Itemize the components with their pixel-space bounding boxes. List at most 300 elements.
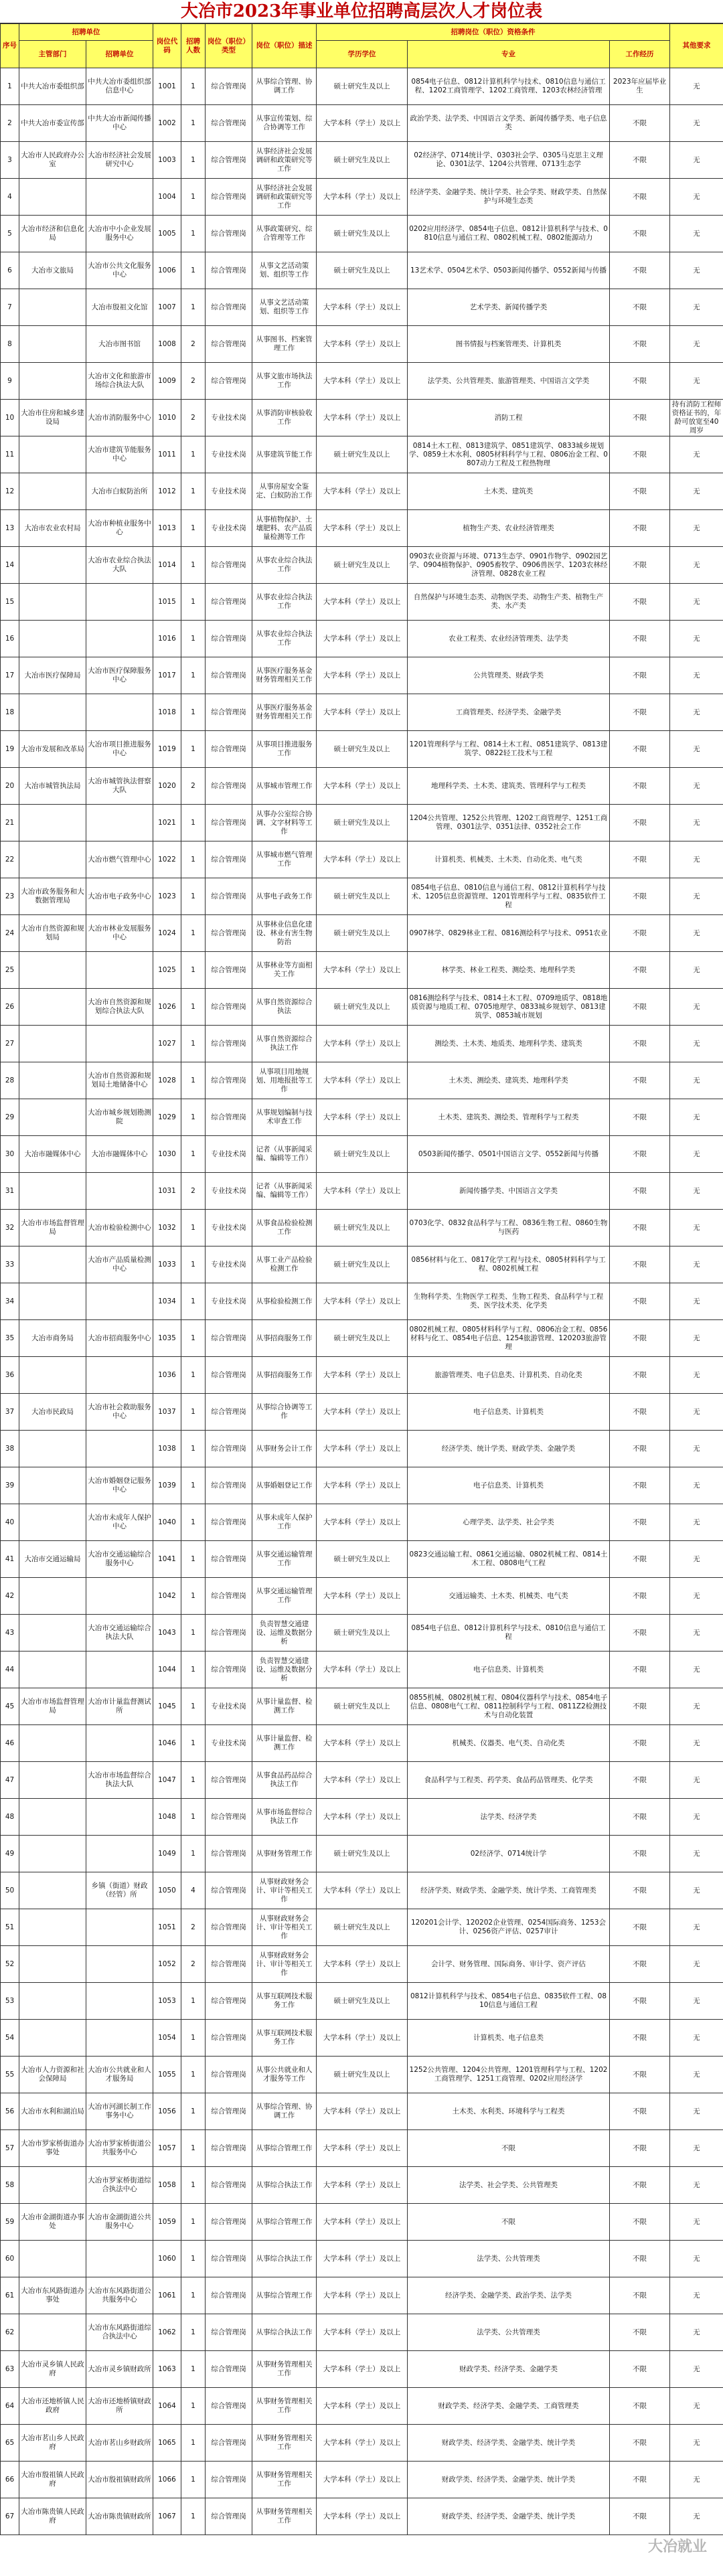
cell-dept: 中共大冶市委组织部 [19, 68, 86, 105]
cell-dept: 大冶市商务局 [19, 1320, 86, 1357]
cell-major: 不限 [408, 2130, 610, 2167]
cell-exp: 不限 [610, 1357, 670, 1394]
cell-exp: 不限 [610, 1283, 670, 1320]
cell-major: 计算机类、机械类、土木类、自动化类、电气类 [408, 841, 610, 878]
cell-dept [19, 1173, 86, 1210]
cell-dept [19, 1872, 86, 1909]
cell-num: 1 [181, 989, 206, 1026]
cell-desc: 从事工业产品检验检测工作 [252, 1246, 317, 1283]
cell-other: 无 [670, 1504, 723, 1541]
cell-exp: 不限 [610, 1615, 670, 1652]
cell-seq: 38 [1, 1431, 19, 1467]
cell-major: 120201会计学、120202企业管理、0254国际商务、1253会计、0256资产评估、0257审计 [408, 1909, 610, 1946]
cell-cat: 综合管理岗 [206, 1026, 252, 1062]
cell-unit [86, 2241, 153, 2277]
cell-major: 不限 [408, 2204, 610, 2241]
cell-cat: 综合管理岗 [206, 1099, 252, 1136]
cell-dept: 大冶市东风路街道办事处 [19, 2277, 86, 2314]
cell-code: 1001 [153, 68, 181, 105]
table-row [1, 1652, 723, 1688]
cell-exp: 不限 [610, 2462, 670, 2498]
cell-code: 1041 [153, 1541, 181, 1578]
table-row [1, 694, 723, 731]
cell-exp: 不限 [610, 1431, 670, 1467]
cell-num: 1 [181, 1725, 206, 1762]
cell-num: 1 [181, 952, 206, 989]
cell-edu: 大学本科（学士）及以上 [317, 1725, 408, 1762]
cell-exp: 不限 [610, 2314, 670, 2351]
cell-other: 无 [670, 731, 723, 768]
cell-code: 1014 [153, 547, 181, 584]
cell-code: 1061 [153, 2277, 181, 2314]
cell-desc: 记者（从事新闻采编、编辑等工作） [252, 1173, 317, 1210]
cell-major: 政治学类、法学类、中国语言文学类、新闻传播学类、电子信息类 [408, 105, 610, 142]
cell-code: 1017 [153, 657, 181, 694]
table-row [1, 1909, 723, 1946]
cell-cat: 综合管理岗 [206, 216, 252, 252]
cell-dept [19, 1652, 86, 1688]
cell-dept: 大冶市还地桥镇人民政府 [19, 2388, 86, 2425]
cell-edu: 大学本科（学士）及以上 [317, 400, 408, 436]
cell-other: 无 [670, 2093, 723, 2130]
cell-edu: 硕士研究生及以上 [317, 68, 408, 105]
cell-unit [86, 1357, 153, 1394]
table-row [1, 510, 723, 547]
cell-num: 1 [181, 1652, 206, 1688]
cell-cat: 综合管理岗 [206, 584, 252, 621]
cell-other: 无 [670, 1394, 723, 1431]
cell-exp: 不限 [610, 2277, 670, 2314]
cell-seq: 14 [1, 547, 19, 584]
cell-unit: 大冶市产品质量检测中心 [86, 1246, 153, 1283]
cell-dept [19, 326, 86, 363]
cell-unit [86, 1725, 153, 1762]
cell-dept [19, 1983, 86, 2020]
positions-table [0, 23, 723, 2535]
cell-major: 财政学类、经济学类、金融学类、统计学类 [408, 2498, 610, 2535]
cell-code: 1065 [153, 2425, 181, 2462]
cell-other: 无 [670, 289, 723, 326]
cell-dept [19, 2241, 86, 2277]
cell-exp: 不限 [610, 694, 670, 731]
cell-num: 1 [181, 1615, 206, 1652]
table-row [1, 1136, 723, 1173]
cell-exp: 不限 [610, 1541, 670, 1578]
cell-unit [86, 1173, 153, 1210]
table-row [1, 2093, 723, 2130]
cell-dept: 大冶市金湖街道办事处 [19, 2204, 86, 2241]
cell-cat: 综合管理岗 [206, 657, 252, 694]
cell-unit [86, 1836, 153, 1872]
cell-major: 法学类、社会学类、公共管理类 [408, 2167, 610, 2204]
cell-other: 无 [670, 2462, 723, 2498]
cell-num: 1 [181, 179, 206, 216]
cell-dept [19, 1467, 86, 1504]
cell-cat: 专业技术岗 [206, 1173, 252, 1210]
header-exp: 工作经历 [610, 41, 670, 68]
cell-code: 1044 [153, 1652, 181, 1688]
cell-seq: 62 [1, 2314, 19, 2351]
cell-desc: 从事食品检验检测工作 [252, 1210, 317, 1246]
header-unit: 招聘单位 [86, 41, 153, 68]
cell-seq: 33 [1, 1246, 19, 1283]
cell-unit: 大冶市消防服务中心 [86, 400, 153, 436]
cell-cat: 综合管理岗 [206, 989, 252, 1026]
cell-major: 0823交通运输工程、0861交通运输、0802机械工程、0814土木工程、0808电气工程 [408, 1541, 610, 1578]
table-row [1, 841, 723, 878]
cell-other: 无 [670, 2167, 723, 2204]
cell-cat: 综合管理岗 [206, 1946, 252, 1983]
cell-exp: 不限 [610, 621, 670, 657]
cell-unit: 大冶市城乡规划勘测院 [86, 1099, 153, 1136]
cell-cat: 综合管理岗 [206, 326, 252, 363]
cell-seq: 56 [1, 2093, 19, 2130]
cell-cat: 综合管理岗 [206, 841, 252, 878]
cell-dept [19, 1946, 86, 1983]
cell-seq: 65 [1, 2425, 19, 2462]
table-row [1, 1320, 723, 1357]
cell-seq: 43 [1, 1615, 19, 1652]
cell-desc: 从事财务管理相关工作 [252, 2462, 317, 2498]
cell-dept [19, 1725, 86, 1762]
cell-exp: 不限 [610, 2020, 670, 2057]
cell-major: 植物生产类、农业经济管理类 [408, 510, 610, 547]
cell-dept [19, 1026, 86, 1062]
cell-cat: 综合管理岗 [206, 2057, 252, 2093]
cell-edu: 硕士研究生及以上 [317, 2057, 408, 2093]
cell-major: 13艺术学、0504艺术学、0503新闻传播学、0552新闻与传播 [408, 252, 610, 289]
cell-desc: 从事招商服务工作 [252, 1357, 317, 1394]
cell-edu: 大学本科（学士）及以上 [317, 1652, 408, 1688]
cell-code: 1064 [153, 2388, 181, 2425]
cell-code: 1060 [153, 2241, 181, 2277]
cell-unit: 大冶市灵乡镇财政所 [86, 2351, 153, 2388]
cell-dept: 大冶市殷祖镇人民政府 [19, 2462, 86, 2498]
cell-other: 无 [670, 1836, 723, 1872]
cell-major: 0854电子信息、0812计算机科学与技术、0810信息与通信工程、1202工商管理学、1202工商管理、1203农林经济管理 [408, 68, 610, 105]
cell-seq: 31 [1, 1173, 19, 1210]
table-row [1, 2425, 723, 2462]
header-cat: 岗位（职位）类型 [206, 24, 252, 68]
cell-dept [19, 2020, 86, 2057]
cell-edu: 硕士研究生及以上 [317, 216, 408, 252]
cell-edu: 硕士研究生及以上 [317, 547, 408, 584]
cell-exp: 不限 [610, 2204, 670, 2241]
cell-num: 1 [181, 2425, 206, 2462]
cell-unit: 大冶市中小企业发展服务中心 [86, 216, 153, 252]
cell-unit [86, 179, 153, 216]
table-row [1, 2057, 723, 2093]
cell-dept: 大冶市发展和改革局 [19, 731, 86, 768]
table-row [1, 915, 723, 952]
cell-dept: 大冶市农业农村局 [19, 510, 86, 547]
cell-other: 无 [670, 1946, 723, 1983]
cell-edu: 大学本科（学士）及以上 [317, 1283, 408, 1320]
cell-seq: 4 [1, 179, 19, 216]
cell-desc: 从事规划编制与技术审查工作 [252, 1099, 317, 1136]
cell-num: 2 [181, 1909, 206, 1946]
cell-dept: 大冶市医疗保障局 [19, 657, 86, 694]
cell-exp: 不限 [610, 1320, 670, 1357]
cell-major: 自然保护与环境生态类、动物医学类、动物生产类、植物生产类、水产类 [408, 584, 610, 621]
header-num: 招聘人数 [181, 24, 206, 68]
cell-major: 法学类、公共管理类 [408, 2241, 610, 2277]
cell-desc: 从事财务会计工作 [252, 1431, 317, 1467]
header-dept: 主管部门 [19, 41, 86, 68]
cell-cat: 综合管理岗 [206, 731, 252, 768]
cell-other: 无 [670, 878, 723, 915]
cell-dept: 大冶市经济和信息化局 [19, 216, 86, 252]
cell-num: 1 [181, 657, 206, 694]
cell-seq: 64 [1, 2388, 19, 2425]
cell-unit: 大冶市建筑节能服务中心 [86, 436, 153, 473]
cell-dept [19, 1099, 86, 1136]
cell-unit: 大冶市公共就业和人才服务局 [86, 2057, 153, 2093]
cell-seq: 22 [1, 841, 19, 878]
cell-cat: 专业技术岗 [206, 400, 252, 436]
cell-edu: 大学本科（学士）及以上 [317, 1467, 408, 1504]
cell-exp: 不限 [610, 584, 670, 621]
cell-desc: 从事政策研究、综合管理等工作 [252, 216, 317, 252]
cell-cat: 综合管理岗 [206, 952, 252, 989]
cell-edu: 大学本科（学士）及以上 [317, 1357, 408, 1394]
cell-other: 无 [670, 1799, 723, 1836]
table-row [1, 1762, 723, 1799]
cell-cat: 综合管理岗 [206, 2314, 252, 2351]
cell-num: 1 [181, 1394, 206, 1431]
table-row [1, 142, 723, 179]
cell-cat: 综合管理岗 [206, 1615, 252, 1652]
cell-other: 无 [670, 694, 723, 731]
cell-unit: 大冶市罗家桥街道公共服务中心 [86, 2130, 153, 2167]
cell-desc: 从事互联网技术服务工作 [252, 1983, 317, 2020]
cell-dept [19, 694, 86, 731]
cell-major: 1201管理科学与工程、0814土木工程、0851建筑学、0813建筑学、0822轻工技术与工程 [408, 731, 610, 768]
cell-seq: 63 [1, 2351, 19, 2388]
cell-edu: 硕士研究生及以上 [317, 989, 408, 1026]
cell-seq: 21 [1, 805, 19, 841]
cell-exp: 不限 [610, 1026, 670, 1062]
cell-code: 1023 [153, 878, 181, 915]
cell-dept: 大冶市茗山乡人民政府 [19, 2425, 86, 2462]
cell-seq: 27 [1, 1026, 19, 1062]
cell-code: 1048 [153, 1799, 181, 1836]
cell-major: 土木类、建筑类、测绘类、管理科学与工程类 [408, 1099, 610, 1136]
cell-num: 1 [181, 621, 206, 657]
cell-dept: 大冶市人力资源和社会保障局 [19, 2057, 86, 2093]
cell-seq: 35 [1, 1320, 19, 1357]
cell-desc: 从事财务管理工作 [252, 1836, 317, 1872]
cell-unit: 大冶市陈贵镇财政所 [86, 2498, 153, 2535]
cell-desc: 从事文艺活动策划、组织等工作 [252, 252, 317, 289]
cell-num: 1 [181, 805, 206, 841]
cell-desc: 从事招商服务工作 [252, 1320, 317, 1357]
cell-cat: 综合管理岗 [206, 2093, 252, 2130]
cell-seq: 28 [1, 1062, 19, 1099]
cell-dept: 大冶市自然资源和规划局 [19, 915, 86, 952]
cell-code: 1055 [153, 2057, 181, 2093]
cell-edu: 大学本科（学士）及以上 [317, 2241, 408, 2277]
cell-code: 1043 [153, 1615, 181, 1652]
cell-desc: 从事经济社会发展调研和政策研究等工作 [252, 142, 317, 179]
cell-unit: 大冶市自然资源和规划局土地储备中心 [86, 1062, 153, 1099]
cell-other: 无 [670, 952, 723, 989]
cell-unit: 大冶市经济社会发展研究中心 [86, 142, 153, 179]
cell-dept [19, 289, 86, 326]
cell-num: 1 [181, 510, 206, 547]
cell-dept: 大冶市人民政府办公室 [19, 142, 86, 179]
cell-major: 02经济学、0714统计学 [408, 1836, 610, 1872]
cell-seq: 30 [1, 1136, 19, 1173]
cell-other: 无 [670, 1357, 723, 1394]
cell-other: 无 [670, 326, 723, 363]
cell-desc: 从事财政财务会计、审计等相关工作 [252, 1946, 317, 1983]
table-row [1, 2351, 723, 2388]
cell-code: 1045 [153, 1688, 181, 1725]
cell-num: 1 [181, 1210, 206, 1246]
cell-code: 1012 [153, 473, 181, 510]
cell-seq: 67 [1, 2498, 19, 2535]
cell-cat: 综合管理岗 [206, 252, 252, 289]
cell-unit: 大冶市茗山乡财政所 [86, 2425, 153, 2462]
cell-edu: 大学本科（学士）及以上 [317, 1431, 408, 1467]
cell-edu: 大学本科（学士）及以上 [317, 2498, 408, 2535]
cell-num: 1 [181, 584, 206, 621]
cell-major: 电子信息类、计算机类 [408, 1467, 610, 1504]
cell-code: 1005 [153, 216, 181, 252]
cell-dept [19, 1283, 86, 1320]
cell-major: 财政学类、经济学类、金融学类 [408, 2351, 610, 2388]
cell-exp: 不限 [610, 1762, 670, 1799]
cell-dept [19, 1578, 86, 1615]
cell-desc: 从事综合管理工作 [252, 2130, 317, 2167]
cell-edu: 大学本科（学士）及以上 [317, 2204, 408, 2241]
header-seq: 序号 [1, 24, 19, 68]
cell-code: 1034 [153, 1283, 181, 1320]
cell-dept: 大冶市灵乡镇人民政府 [19, 2351, 86, 2388]
cell-desc: 从事市场监督综合执法工作 [252, 1799, 317, 1836]
table-row [1, 2498, 723, 2535]
cell-num: 1 [181, 289, 206, 326]
cell-edu: 硕士研究生及以上 [317, 1541, 408, 1578]
cell-cat: 综合管理岗 [206, 68, 252, 105]
cell-num: 1 [181, 1357, 206, 1394]
cell-edu: 大学本科（学士）及以上 [317, 1578, 408, 1615]
cell-seq: 29 [1, 1099, 19, 1136]
cell-major: 心理学类、法学类、社会学类 [408, 1504, 610, 1541]
cell-unit: 大冶市金湖街道公共服务中心 [86, 2204, 153, 2241]
cell-code: 1057 [153, 2130, 181, 2167]
cell-code: 1018 [153, 694, 181, 731]
cell-unit: 大冶市河湖长制工作事务中心 [86, 2093, 153, 2130]
cell-exp: 不限 [610, 1467, 670, 1504]
cell-num: 1 [181, 2020, 206, 2057]
cell-cat: 综合管理岗 [206, 1762, 252, 1799]
cell-unit [86, 805, 153, 841]
cell-code: 1004 [153, 179, 181, 216]
cell-dept [19, 179, 86, 216]
cell-other: 无 [670, 1541, 723, 1578]
cell-cat: 综合管理岗 [206, 1652, 252, 1688]
cell-major: 1252公共管理、1204公共管理、1201管理科学与工程、1202工商管理学、1251工商管理、0202应用经济学 [408, 2057, 610, 2093]
cell-unit: 大冶市白蚁防治所 [86, 473, 153, 510]
cell-exp: 不限 [610, 1983, 670, 2020]
cell-seq: 57 [1, 2130, 19, 2167]
cell-exp: 不限 [610, 1136, 670, 1173]
cell-other: 无 [670, 2351, 723, 2388]
cell-exp: 不限 [610, 2130, 670, 2167]
cell-desc: 从事农业综合执法工作 [252, 584, 317, 621]
cell-dept [19, 547, 86, 584]
cell-desc: 从事互联网技术服务工作 [252, 2020, 317, 2057]
cell-exp: 不限 [610, 1210, 670, 1246]
cell-code: 1050 [153, 1872, 181, 1909]
cell-cat: 综合管理岗 [206, 915, 252, 952]
cell-exp: 不限 [610, 1246, 670, 1283]
cell-desc: 从事宣传策划、综合协调等工作 [252, 105, 317, 142]
table-row [1, 179, 723, 216]
cell-code: 1021 [153, 805, 181, 841]
cell-major: 1204公共管理、1252公共管理、1202工商管理学、1251工商管理、0301法学、0351法律、0352社会工作 [408, 805, 610, 841]
cell-seq: 1 [1, 68, 19, 105]
table-row [1, 2462, 723, 2498]
cell-num: 1 [181, 2130, 206, 2167]
cell-num: 1 [181, 1467, 206, 1504]
cell-unit: 大冶市医疗保障服务中心 [86, 657, 153, 694]
cell-seq: 45 [1, 1688, 19, 1725]
cell-unit [86, 584, 153, 621]
cell-unit: 中共大冶市委组织部信息中心 [86, 68, 153, 105]
cell-seq: 8 [1, 326, 19, 363]
cell-cat: 综合管理岗 [206, 179, 252, 216]
cell-major: 土木类、测绘类、建筑类、地理科学类 [408, 1062, 610, 1099]
cell-cat: 综合管理岗 [206, 1909, 252, 1946]
cell-unit: 大冶市殷祖文化馆 [86, 289, 153, 326]
cell-unit: 大冶市融媒体中心 [86, 1136, 153, 1173]
cell-cat: 专业技术岗 [206, 1688, 252, 1725]
cell-edu: 硕士研究生及以上 [317, 915, 408, 952]
cell-dept [19, 473, 86, 510]
cell-cat: 综合管理岗 [206, 1872, 252, 1909]
cell-cat: 综合管理岗 [206, 1541, 252, 1578]
cell-dept: 大冶市水利和湖泊局 [19, 2093, 86, 2130]
cell-unit: 大冶市婚姻登记服务中心 [86, 1467, 153, 1504]
cell-edu: 大学本科（学士）及以上 [317, 1504, 408, 1541]
cell-major: 法学类、公共管理类 [408, 2314, 610, 2351]
table-row [1, 1983, 723, 2020]
cell-desc: 记者（从事新闻采编、编辑等工作） [252, 1136, 317, 1173]
cell-seq: 55 [1, 2057, 19, 2093]
table-row [1, 878, 723, 915]
cell-major: 0812计算机科学与技术、0854电子信息、0835软件工程、0810信息与通信工程 [408, 1983, 610, 2020]
cell-major: 0903农业资源与环境、0713生态学、0901作物学、0902园艺学、0904植物保护、0905畜牧学、0906兽医学、1203农林经济管理、0828农业工程 [408, 547, 610, 584]
table-row [1, 1946, 723, 1983]
cell-num: 1 [181, 105, 206, 142]
table-row [1, 1173, 723, 1210]
table-row [1, 68, 723, 105]
cell-num: 2 [181, 1173, 206, 1210]
cell-cat: 综合管理岗 [206, 1836, 252, 1872]
table-row [1, 289, 723, 326]
cell-num: 1 [181, 1578, 206, 1615]
cell-seq: 61 [1, 2277, 19, 2314]
cell-seq: 54 [1, 2020, 19, 2057]
cell-desc: 从事未成年人保护工作 [252, 1504, 317, 1541]
cell-unit [86, 1909, 153, 1946]
cell-seq: 9 [1, 363, 19, 400]
cell-desc: 从事项目用地规划、用地报批等工作 [252, 1062, 317, 1099]
cell-desc: 从事综合协调等工作 [252, 1394, 317, 1431]
